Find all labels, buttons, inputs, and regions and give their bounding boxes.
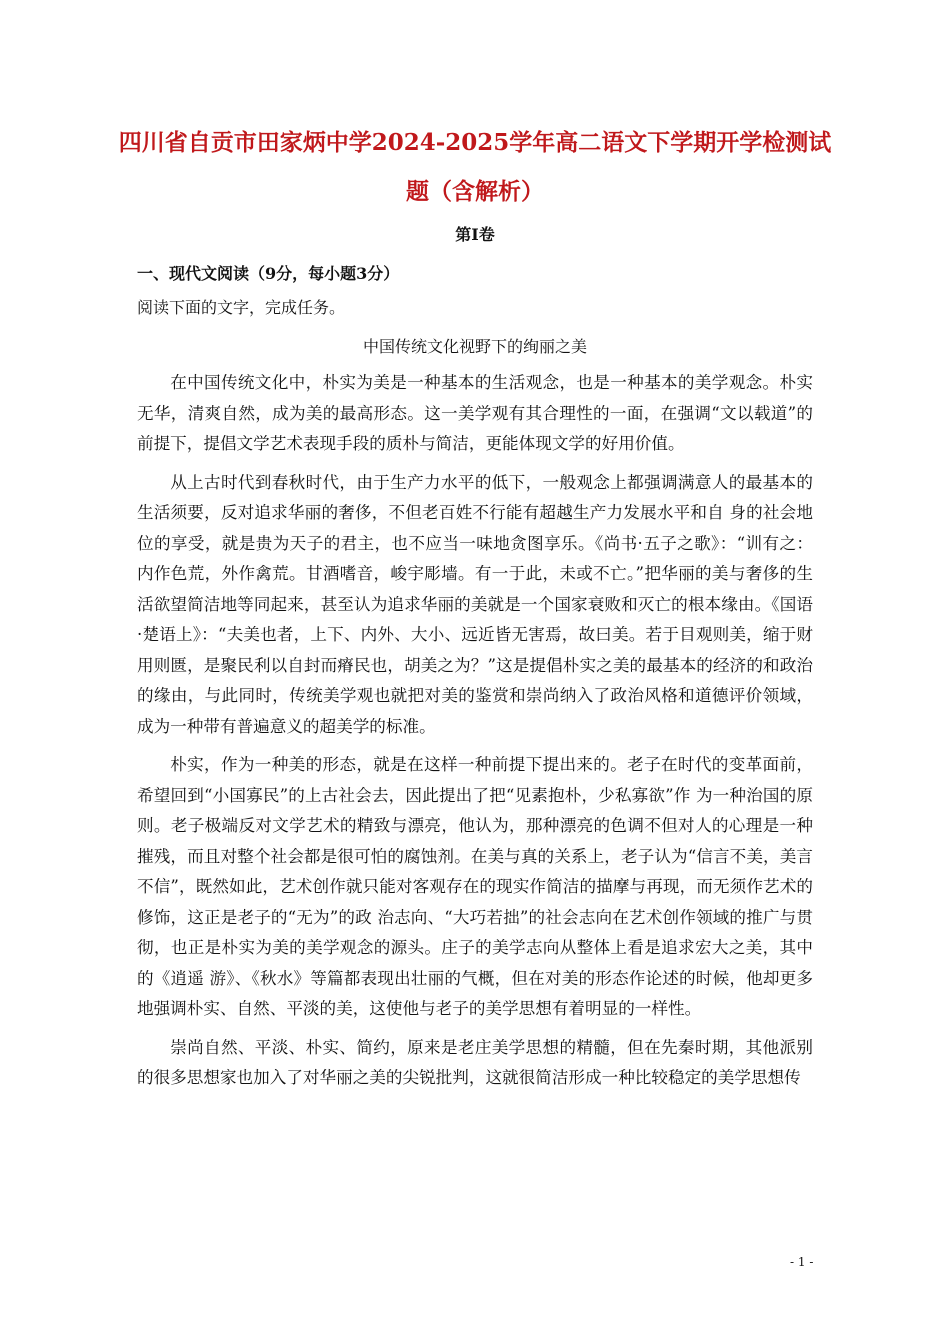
section-heading: 一、现代文阅读（9分，每小题3分） — [137, 264, 400, 283]
page-number: - 1 - — [790, 1255, 814, 1269]
article-paragraph: 在中国传统文化中，朴实为美是一种基本的生活观念，也是一种基本的美学观念。朴实无华，清爽自然，成为美的最高形态。这一美学观有其合理性的一面，在强调“文以载道”的前提下，提倡文学艺术表现手段的质朴与简洁，更能体现文学的好用价值。 — [137, 373, 813, 453]
article-paragraph: 朴实，作为一种美的形态，就是在这样一种前提下提出来的。老子在时代的变革面前，希望回到“小国寡民”的上古社会去，因此提出了把“见素抱朴，少私寡欲”作 为一种治国的原则。老子极端反对文学艺术的精致与漂亮，他认为，那种漂亮的色调不但对人的心理是一种摧残，而且对整个社会都是很可怕的腐蚀剂。在美与真的关系上，老子认为“信言不美，美言不信”，既然如此，艺术创作就只能对客观存在的现实作简洁的描摩与再现，而无须作艺术的修饰，这正是老子的“无为”的政 治志向、“大巧若拙”的社会志向在艺术创作领域的推广与贯彻，也正是朴实为美的美学观念的源头。庄子的美学志向从整体上看是追求宏大之美，其中的《逍遥 游》、《秋水》等篇都表现出壮丽的气概，但在对美的形态作论述的时候，他却更多地强调朴实、自然、平淡的美，这使他与老子的美学思想有着明显的一样性。 — [137, 755, 813, 1018]
article-paragraph: 崇尚自然、平淡、朴实、简约，原来是老庄美学思想的精髓，但在先秦时期，其他派别的很多思想家也加入了对华丽之美的尖锐批判，这就很简洁形成一种比较稳定的美学思想传 — [137, 1037, 813, 1087]
article-paragraph: 从上古时代到春秋时代，由于生产力水平的低下，一般观念上都强调满意人的最基本的生活须要，反对追求华丽的奢侈，不但老百姓不行能有超越生产力发展水平和自 身的社会地位的享受，就是贵为天子的君主，也不应当一味地贪图享乐。《尚书·五子之歌》：“训有之：内作色荒，外作禽荒。甘酒嗜音，峻宇彫墙。有一于此，未或不亡。”把华丽的美与奢侈的生活欲望简洁地等同起来，甚至认为追求华丽的美就是一个国家衰败和灭亡的根本缘由。《国语·楚语上》：“夫美也者，上下、内外、大小、远近皆无害焉，故曰美。若于目观则美，缩于财用则匮，是聚民利以自封而瘠民也，胡美之为？”这是提倡朴实之美的最基本的经济的和政治的缘由，与此同时，传统美学观也就把对美的鉴赏和崇尚纳入了政治风格和道德评价领域，成为一种带有普遍意义的超美学的标准。 — [137, 472, 813, 736]
article-title: 中国传统文化视野下的绚丽之美 — [362, 337, 587, 356]
document-title-line1: 四川省自贡市田家炳中学2024-2025学年高二语文下学期开学检测试 — [118, 129, 832, 156]
reading-instruction: 阅读下面的文字，完成任务。 — [137, 298, 346, 317]
document-title-line2: 题（含解析） — [406, 178, 544, 205]
article-body — [137, 368, 813, 1102]
volume-heading: 第Ⅰ卷 — [455, 225, 495, 244]
